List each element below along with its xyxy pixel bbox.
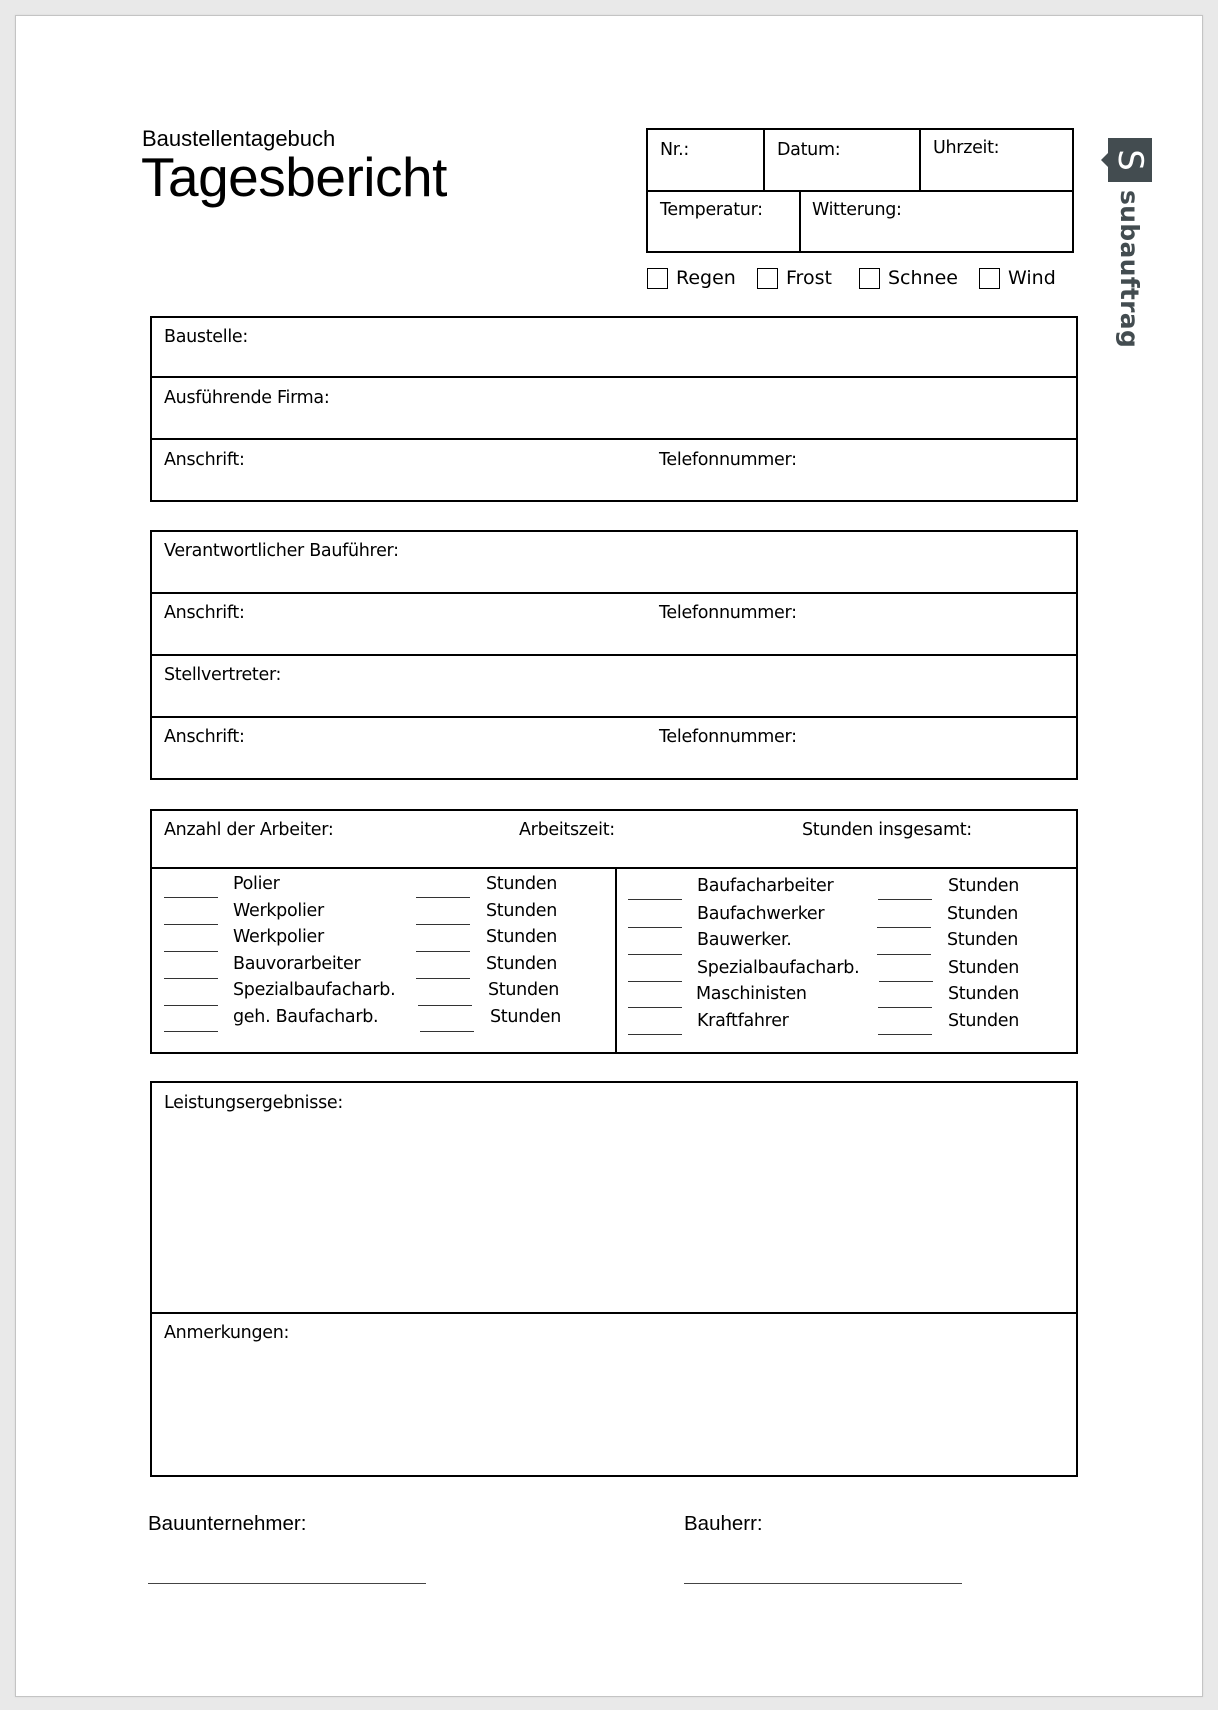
checkbox-square[interactable] <box>859 268 880 289</box>
stunden-insgesamt-field[interactable] <box>802 820 972 840</box>
bauleiter-field[interactable] <box>164 541 399 561</box>
hours-blank[interactable] <box>416 897 470 898</box>
hours-unit: Stunden <box>947 904 1019 924</box>
checkbox-label: Frost <box>786 267 832 289</box>
uhrzeit-label: Uhrzeit: <box>933 138 1000 158</box>
hours-blank[interactable] <box>416 951 470 952</box>
telefon2-field[interactable] <box>659 727 797 747</box>
count-blank[interactable] <box>164 924 218 925</box>
witterung-field[interactable] <box>812 200 902 220</box>
hours-unit: Stunden <box>486 927 558 947</box>
checkbox-label: Wind <box>1008 267 1056 289</box>
datum-label: Datum: <box>777 140 841 160</box>
temperatur-label: Temperatur: <box>660 200 763 220</box>
hours-blank[interactable] <box>416 924 470 925</box>
telefon-label: Telefonnummer: <box>659 450 797 470</box>
hours-unit: Stunden <box>948 958 1020 978</box>
info-box <box>646 128 1074 253</box>
uhrzeit-field[interactable] <box>933 138 999 158</box>
role-label: Bauwerker. <box>697 930 792 950</box>
hours-unit: Stunden <box>488 980 560 1000</box>
contractor-signature-line[interactable] <box>148 1583 426 1584</box>
count-blank[interactable] <box>628 954 682 955</box>
hours-blank[interactable] <box>420 1031 474 1032</box>
results-box <box>150 1081 1078 1477</box>
checkbox-label: Schnee <box>888 267 958 289</box>
client-signature-line[interactable] <box>684 1583 962 1584</box>
count-blank[interactable] <box>628 1007 682 1008</box>
count-blank[interactable] <box>164 897 218 898</box>
count-blank[interactable] <box>628 927 682 928</box>
firma-field[interactable] <box>164 388 329 408</box>
hours-blank[interactable] <box>878 1034 932 1035</box>
arbeitszeit-label: Arbeitszeit: <box>519 820 615 840</box>
anschrift2-field[interactable] <box>164 727 245 747</box>
hours-unit: Stunden <box>486 901 558 921</box>
client-signature-label: Bauherr: <box>684 1512 763 1535</box>
site-box <box>150 316 1078 502</box>
hours-blank[interactable] <box>418 1005 472 1006</box>
checkbox-square[interactable] <box>979 268 1000 289</box>
anschrift-label: Anschrift: <box>164 450 245 470</box>
temperatur-field[interactable] <box>660 200 763 220</box>
checkbox-label: Regen <box>676 267 736 289</box>
count-blank[interactable] <box>164 951 218 952</box>
leistung-field[interactable] <box>164 1093 1064 1305</box>
telefon2-label: Telefonnummer: <box>659 727 797 747</box>
hours-unit: Stunden <box>486 954 558 974</box>
hours-blank[interactable] <box>877 927 931 928</box>
leistung-label: Leistungsergebnisse: <box>164 1093 343 1113</box>
logo-glyph: S <box>1110 149 1150 171</box>
anmerkungen-label: Anmerkungen: <box>164 1323 290 1343</box>
baustelle-field[interactable] <box>164 327 248 347</box>
manager-box <box>150 530 1078 780</box>
hours-unit: Stunden <box>490 1007 562 1027</box>
anzahl-field[interactable] <box>164 820 333 840</box>
telefon1-label: Telefonnummer: <box>659 603 797 623</box>
checkbox-square[interactable] <box>647 268 668 289</box>
count-blank[interactable] <box>164 1005 218 1006</box>
role-label: Spezialbaufacharb. <box>233 980 396 1000</box>
anschrift2-label: Anschrift: <box>164 727 245 747</box>
role-label: Baufacharbeiter <box>697 876 834 896</box>
hours-blank[interactable] <box>877 954 931 955</box>
arbeitszeit-field[interactable] <box>519 820 615 840</box>
hours-unit: Stunden <box>948 876 1020 896</box>
anmerkungen-field[interactable] <box>164 1323 1064 1463</box>
role-label: Baufachwerker <box>697 904 825 924</box>
role-label: Kraftfahrer <box>697 1011 789 1031</box>
count-blank[interactable] <box>628 1034 682 1035</box>
checkbox-frost[interactable] <box>757 267 832 289</box>
hours-blank[interactable] <box>878 1007 932 1008</box>
count-blank[interactable] <box>164 978 218 979</box>
checkbox-wind[interactable] <box>979 267 1056 289</box>
count-blank[interactable] <box>628 981 682 982</box>
bauleiter-label: Verantwortlicher Bauführer: <box>164 541 399 561</box>
role-label: Werkpolier <box>233 927 324 947</box>
checkbox-regen[interactable] <box>647 267 736 289</box>
role-label: Polier <box>233 874 280 894</box>
role-label: Spezialbaufacharb. <box>697 958 860 978</box>
hours-unit: Stunden <box>486 874 558 894</box>
checkbox-schnee[interactable] <box>859 267 958 289</box>
hours-unit: Stunden <box>948 1011 1020 1031</box>
role-label: Bauvorarbeiter <box>233 954 361 974</box>
firma-label: Ausführende Firma: <box>164 388 330 408</box>
stellvertreter-label: Stellvertreter: <box>164 665 282 685</box>
hours-blank[interactable] <box>879 981 933 982</box>
telefon-field[interactable] <box>659 450 797 470</box>
count-blank[interactable] <box>628 899 682 900</box>
contractor-signature-label: Bauunternehmer: <box>148 1512 307 1535</box>
hours-unit: Stunden <box>947 930 1019 950</box>
anzahl-label: Anzahl der Arbeiter: <box>164 820 334 840</box>
subauftrag-logo-icon <box>1108 138 1152 182</box>
anschrift-field[interactable] <box>164 450 245 470</box>
telefon1-field[interactable] <box>659 603 797 623</box>
role-label: Maschinisten <box>696 984 807 1004</box>
role-label: geh. Baufacharb. <box>233 1007 379 1027</box>
document-subtitle: Baustellentagebuch <box>142 126 336 151</box>
count-blank[interactable] <box>164 1031 218 1032</box>
baustelle-label: Baustelle: <box>164 327 248 347</box>
stunden-insgesamt-label: Stunden insgesamt: <box>802 820 972 840</box>
hours-blank[interactable] <box>416 978 470 979</box>
datum-field[interactable] <box>777 140 840 160</box>
stellvertreter-field[interactable] <box>164 665 281 685</box>
document-title: Tagesbericht <box>141 146 447 208</box>
witterung-label: Witterung: <box>812 200 902 220</box>
nr-field[interactable] <box>660 140 689 160</box>
logo-wordmark: subauftrag <box>1115 190 1144 349</box>
hours-blank[interactable] <box>878 899 932 900</box>
role-label: Werkpolier <box>233 901 324 921</box>
checkbox-square[interactable] <box>757 268 778 289</box>
anschrift1-label: Anschrift: <box>164 603 245 623</box>
hours-unit: Stunden <box>948 984 1020 1004</box>
anschrift1-field[interactable] <box>164 603 245 623</box>
nr-label: Nr.: <box>660 140 689 160</box>
workers-box <box>150 809 1078 1054</box>
